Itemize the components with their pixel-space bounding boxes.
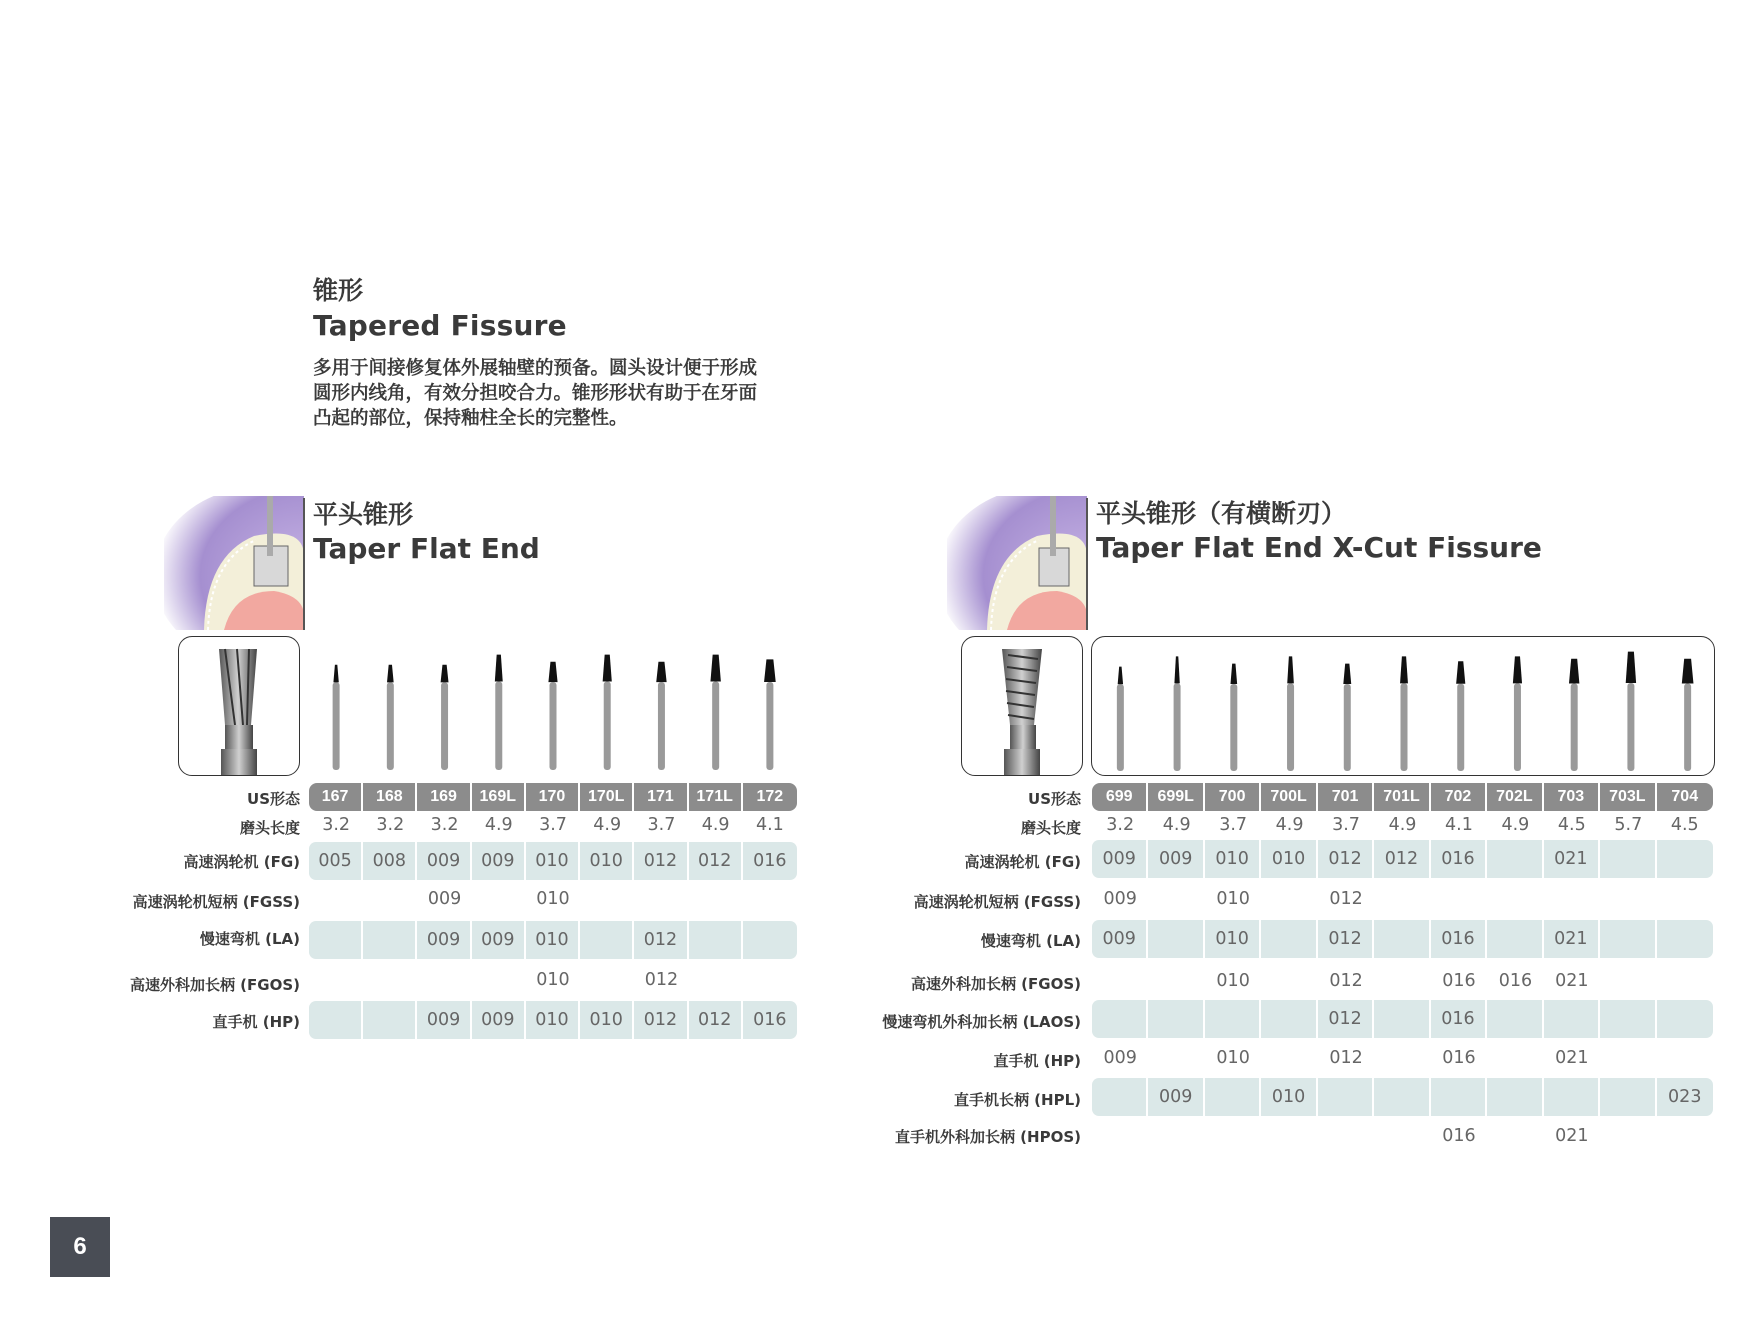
intro-title-en: Tapered Fissure [313, 309, 567, 342]
la-cell: 012 [634, 921, 688, 959]
lengths-cell: 3.2 [430, 815, 459, 835]
lengths-cell: 4.9 [484, 815, 513, 835]
fgos-cell: 012 [644, 970, 679, 990]
fgss-cell [743, 889, 797, 909]
laos-cell [1261, 1000, 1317, 1038]
row-label-fg: 高速涡轮机 (FG) [964, 853, 1081, 871]
row-label-fgss: 高速涡轮机短柄 (FGSS) [132, 893, 300, 911]
laos-cell [1374, 1000, 1430, 1038]
bur-icon [387, 665, 394, 770]
title-divider-left [303, 498, 305, 630]
fgos-cell [1657, 971, 1713, 991]
hp-cell [363, 1001, 417, 1039]
size-header-cell: 170 [526, 783, 580, 811]
hpl-cell [1205, 1078, 1261, 1116]
fgos-row-left [309, 970, 797, 990]
fgss-cell [580, 889, 634, 909]
fgss-cell: 010 [536, 889, 570, 909]
lengths-cell: 4.9 [593, 815, 622, 835]
fg-cell: 012 [1374, 840, 1430, 878]
row-label-la: 慢速弯机 (LA) [199, 930, 300, 948]
hp-cell [1148, 1048, 1204, 1068]
fg-cell: 010 [1205, 840, 1261, 878]
hpl-cell: 010 [1261, 1078, 1317, 1116]
hpos-cell [1600, 1126, 1656, 1146]
fgos-cell [580, 970, 634, 990]
fgss-cell [1148, 889, 1204, 909]
fgss-cell [1487, 889, 1543, 909]
intro-desc-line: 多用于间接修复体外展轴壁的预备。圆头设计便于形成 [313, 358, 758, 379]
fgss-cell [1657, 889, 1713, 909]
section-title-en: Taper Flat End X-Cut Fissure [1096, 531, 1542, 564]
size-header-cell: 170L [580, 783, 634, 811]
la-cell [743, 921, 797, 959]
hpl-cell [1600, 1078, 1656, 1116]
hp-cell [1261, 1048, 1317, 1068]
fg-row-right [1092, 840, 1713, 878]
fgos-cell [363, 970, 417, 990]
bur-icon [1513, 656, 1522, 771]
fgss-cell [1261, 889, 1317, 909]
fgos-cell [1261, 971, 1317, 991]
section-title-left [313, 498, 540, 567]
laos-cell: 016 [1431, 1000, 1487, 1038]
la-cell [309, 921, 363, 959]
lengths-cell: 3.2 [322, 815, 351, 835]
fg-cell: 009 [1092, 840, 1148, 878]
la-cell [1600, 920, 1656, 958]
lengths-cell: 4.9 [1501, 815, 1530, 835]
hpl-cell: 009 [1148, 1078, 1204, 1116]
size-header-cell: 700L [1261, 783, 1317, 811]
fgss-cell: 009 [427, 889, 462, 909]
intro [313, 274, 833, 431]
bur-icon [764, 659, 776, 770]
row-label-fgss: 高速涡轮机短柄 (FGSS) [913, 893, 1081, 911]
bur-icon [1343, 664, 1351, 771]
la-cell [1261, 920, 1317, 958]
la-cell: 010 [526, 921, 580, 959]
lengths-cell: 3.2 [376, 815, 405, 835]
row-label-us-shape: US形态 [247, 790, 300, 808]
lengths-cell: 4.5 [1557, 815, 1586, 835]
bur-closeup-photo-left [178, 636, 300, 776]
hpl-cell [1431, 1078, 1487, 1116]
la-cell [1148, 920, 1204, 958]
bur-icon [548, 662, 557, 770]
fg-cell: 009 [1148, 840, 1204, 878]
hp-cell [309, 1001, 363, 1039]
fgss-cell [1600, 889, 1656, 909]
fg-cell: 009 [472, 842, 526, 880]
fgss-row-left [309, 889, 797, 909]
hpos-cell [1318, 1126, 1374, 1146]
lengths-cell: 4.1 [1445, 815, 1473, 835]
fgss-cell [472, 889, 526, 909]
fgss-cell [1544, 889, 1600, 909]
size-header-right [1092, 783, 1713, 811]
intro-desc-line: 圆形内线角，有效分担咬合力。锥形形状有助于在牙面 [313, 383, 758, 404]
la-cell [1374, 920, 1430, 958]
la-cell: 021 [1544, 920, 1600, 958]
hpos-row-right [1092, 1126, 1713, 1146]
hpl-cell [1487, 1078, 1543, 1116]
hp-cell [1374, 1048, 1430, 1068]
hpos-cell [1487, 1126, 1543, 1146]
fg-cell: 010 [1261, 840, 1317, 878]
la-cell: 009 [472, 921, 526, 959]
fgos-cell: 010 [1216, 971, 1250, 991]
fgos-cell: 016 [1498, 971, 1533, 991]
intro-description [313, 356, 803, 431]
fgss-cell: 009 [1103, 889, 1137, 909]
hp-cell: 010 [580, 1001, 634, 1039]
length-row-left [309, 815, 797, 835]
hp-cell: 010 [1216, 1048, 1250, 1068]
fgos-cell [309, 970, 363, 990]
hpos-cell [1657, 1126, 1713, 1146]
bur-closeup-photo-right [961, 636, 1083, 776]
hp-cell [1600, 1048, 1656, 1068]
bur-icon [710, 655, 720, 770]
fgss-cell: 010 [1216, 889, 1250, 909]
intro-title-zh: 锥形 [313, 276, 364, 305]
bur-icon [1626, 652, 1636, 771]
section-title-zh: 平头锥形（有横断刃） [1096, 499, 1347, 528]
page-number: 6 [50, 1217, 110, 1277]
fgss-cell [363, 889, 417, 909]
fgss-cell [309, 889, 363, 909]
size-header-cell: 171L [689, 783, 743, 811]
lengths-cell: 3.7 [539, 815, 567, 835]
hpos-cell [1092, 1126, 1148, 1146]
hp-cell: 010 [526, 1001, 580, 1039]
hpl-row-right [1092, 1078, 1713, 1116]
fgos-cell [1600, 971, 1656, 991]
length-row-right [1092, 815, 1713, 835]
lengths-cell: 5.7 [1614, 815, 1643, 835]
hp-cell: 021 [1555, 1048, 1589, 1068]
fg-cell: 021 [1544, 840, 1600, 878]
fg-cell [1657, 840, 1713, 878]
hpl-cell [1318, 1078, 1374, 1116]
fgos-cell [1374, 971, 1430, 991]
fg-row-left [309, 842, 797, 880]
size-header-cell: 169 [417, 783, 471, 811]
hp-cell [1487, 1048, 1543, 1068]
hpl-cell [1374, 1078, 1430, 1116]
fg-cell [1600, 840, 1656, 878]
laos-cell [1148, 1000, 1204, 1038]
fg-cell: 005 [309, 842, 363, 880]
la-cell: 009 [417, 921, 471, 959]
bur-icon [1117, 667, 1124, 771]
row-label-fg: 高速涡轮机 (FG) [183, 853, 300, 871]
size-header-cell: 168 [363, 783, 417, 811]
fgss-cell [1374, 889, 1430, 909]
laos-cell [1487, 1000, 1543, 1038]
fgos-cell [1148, 971, 1204, 991]
laos-cell [1544, 1000, 1600, 1038]
size-header-cell: 703L [1600, 783, 1656, 811]
size-header-cell: 701L [1374, 783, 1430, 811]
hpos-cell [1374, 1126, 1430, 1146]
lengths-cell: 4.9 [1162, 815, 1191, 835]
fgos-cell: 021 [1555, 971, 1589, 991]
hp-cell [1657, 1048, 1713, 1068]
size-header-cell: 169L [472, 783, 526, 811]
bur-icon [1682, 659, 1694, 771]
hp-cell: 012 [634, 1001, 688, 1039]
row-label-hpl: 直手机长柄 (HPL) [953, 1091, 1081, 1109]
fgss-cell [1431, 889, 1487, 909]
fg-cell: 012 [689, 842, 743, 880]
row-label-fgos: 高速外科加长柄 (FGOS) [910, 975, 1081, 993]
lengths-cell: 3.7 [1219, 815, 1248, 835]
laos-cell: 012 [1318, 1000, 1374, 1038]
fg-cell [1487, 840, 1543, 878]
row-label-fgos: 高速外科加长柄 (FGOS) [129, 976, 300, 994]
hp-row-left [309, 1001, 797, 1039]
row-label-la: 慢速弯机 (LA) [980, 932, 1081, 950]
lengths-cell: 4.9 [1275, 815, 1304, 835]
row-label-hp: 直手机 (HP) [993, 1052, 1081, 1070]
fgos-cell [472, 970, 526, 990]
laos-cell [1205, 1000, 1261, 1038]
row-label-head-length: 磨头长度 [1020, 819, 1081, 837]
bur-lineup-left [309, 636, 797, 776]
fgss-cell [634, 889, 688, 909]
row-label-hpos: 直手机外科加长柄 (HPOS) [894, 1128, 1081, 1146]
fgos-cell: 012 [1329, 971, 1363, 991]
size-header-cell: 167 [309, 783, 363, 811]
size-header-cell: 701 [1318, 783, 1374, 811]
fgss-cell: 012 [1329, 889, 1363, 909]
size-header-cell: 171 [634, 783, 688, 811]
size-header-cell: 700 [1205, 783, 1261, 811]
section-title-right [1096, 497, 1542, 566]
la-cell: 016 [1431, 920, 1487, 958]
row-label-laos: 慢速弯机外科加长柄 (LAOS) [882, 1013, 1081, 1031]
bur-icon [1230, 664, 1237, 771]
lengths-cell: 3.2 [1106, 815, 1135, 835]
fgss-cell [689, 889, 743, 909]
fgos-cell [689, 970, 743, 990]
hp-cell: 009 [417, 1001, 471, 1039]
size-header-cell: 172 [756, 788, 784, 805]
size-header-cell: 699L [1148, 783, 1204, 811]
la-row-right [1092, 920, 1713, 958]
bur-lineup-right [1091, 636, 1715, 776]
bur-icon [656, 662, 666, 770]
bur-icon [495, 655, 503, 770]
fgos-cell: 010 [536, 970, 570, 990]
hpos-cell: 016 [1442, 1126, 1476, 1146]
size-header-cell: 703 [1544, 783, 1600, 811]
row-label-us-shape: US形态 [1028, 790, 1081, 808]
size-header-cell: 702L [1487, 783, 1543, 811]
size-header-cell: 699 [1092, 783, 1148, 811]
clinical-illustration-left [164, 496, 304, 630]
fg-cell: 012 [1318, 840, 1374, 878]
hpl-cell [1092, 1078, 1148, 1116]
fg-cell: 010 [580, 842, 634, 880]
hpl-cell: 023 [1657, 1078, 1713, 1116]
fgos-cell: 016 [1442, 971, 1476, 991]
fgss-row-right [1092, 889, 1713, 909]
hp-cell: 016 [1442, 1048, 1476, 1068]
hp-cell: 012 [689, 1001, 743, 1039]
fg-cell: 010 [526, 842, 580, 880]
la-cell [363, 921, 417, 959]
fgos-row-right [1092, 971, 1713, 991]
bur-icon [333, 665, 340, 770]
hp-cell: 012 [1329, 1048, 1363, 1068]
hpos-cell [1148, 1126, 1204, 1146]
hpos-cell: 021 [1555, 1126, 1589, 1146]
la-cell: 009 [1092, 920, 1148, 958]
section-title-zh: 平头锥形 [313, 500, 414, 529]
fgos-cell [417, 970, 471, 990]
size-header-cell: 704 [1671, 788, 1699, 805]
row-label-hp: 直手机 (HP) [212, 1013, 300, 1031]
la-cell [1487, 920, 1543, 958]
hpos-cell [1205, 1126, 1261, 1146]
fg-cell: 012 [634, 842, 688, 880]
bur-icon [1174, 656, 1181, 771]
laos-cell [1657, 1000, 1713, 1038]
bur-icon [1287, 656, 1294, 771]
fgos-cell [743, 970, 797, 990]
fgos-cell [1092, 971, 1148, 991]
lengths-cell: 3.7 [647, 815, 676, 835]
laos-cell [1600, 1000, 1656, 1038]
lengths-cell: 3.7 [1332, 815, 1360, 835]
bur-icon [441, 665, 449, 770]
lengths-cell: 4.9 [701, 815, 730, 835]
laos-cell [1092, 1000, 1148, 1038]
bur-icon [1569, 659, 1579, 771]
fg-cell: 009 [417, 842, 471, 880]
bur-icon [1400, 656, 1408, 771]
hpos-cell [1261, 1126, 1317, 1146]
bur-icon [603, 655, 612, 770]
size-header-cell: 702 [1431, 783, 1487, 811]
hp-cell: 016 [743, 1001, 797, 1039]
fg-cell: 008 [363, 842, 417, 880]
hp-row-right [1092, 1048, 1713, 1068]
clinical-illustration-right [947, 496, 1087, 630]
laos-row-right [1092, 1000, 1713, 1038]
fg-cell: 016 [743, 842, 797, 880]
lengths-cell: 4.9 [1388, 815, 1417, 835]
title-divider-right [1086, 498, 1088, 630]
la-row-left [309, 921, 797, 959]
fg-cell: 016 [1431, 840, 1487, 878]
la-cell: 012 [1318, 920, 1374, 958]
la-cell [689, 921, 743, 959]
hp-cell: 009 [472, 1001, 526, 1039]
intro-desc-line: 凸起的部位，保持釉柱全长的完整性。 [313, 408, 628, 429]
la-cell [580, 921, 634, 959]
la-cell [1657, 920, 1713, 958]
hp-cell: 009 [1103, 1048, 1137, 1068]
bur-icon [1456, 661, 1465, 771]
section-title-en: Taper Flat End [313, 532, 540, 565]
lengths-cell: 4.1 [755, 815, 784, 835]
size-header-left [309, 783, 797, 811]
la-cell: 010 [1205, 920, 1261, 958]
row-label-head-length: 磨头长度 [239, 819, 300, 837]
hpl-cell [1544, 1078, 1600, 1116]
lengths-cell: 4.5 [1670, 815, 1699, 835]
